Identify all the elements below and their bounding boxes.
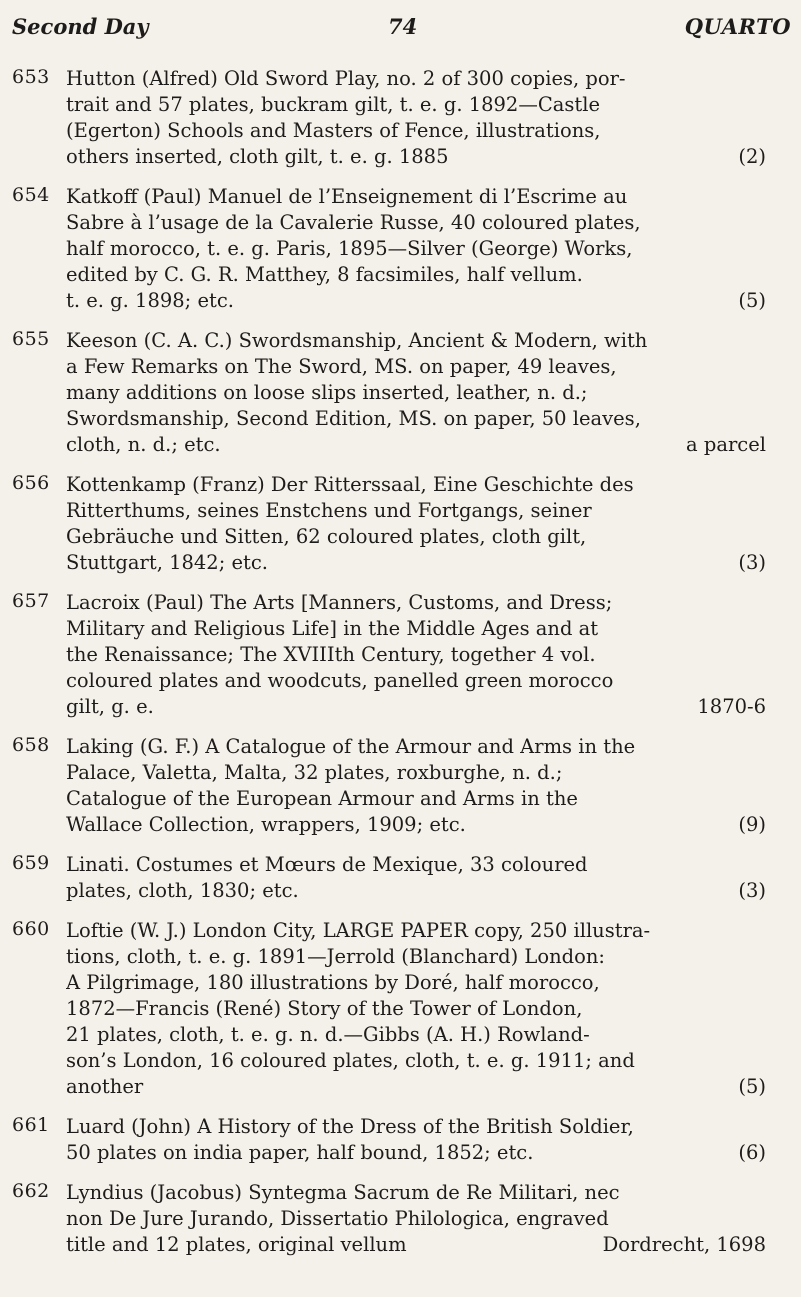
description-line: Sabre à l’usage de la Cavalerie Russe, 40 coloured plates, xyxy=(66,211,641,234)
lot-number: 657 xyxy=(12,590,50,612)
lot-entry xyxy=(0,590,801,720)
lot-quantity: (5) xyxy=(738,1075,766,1098)
description-line: 50 plates on india paper, half bound, 1852; etc. xyxy=(66,1141,534,1164)
description-line: Laking (G. F.) A Catalogue of the Armour and Arms in the xyxy=(66,735,636,758)
description-line: tions, cloth, t. e. g. 1891—Jerrold (Blanchard) London: xyxy=(66,945,605,968)
page-header xyxy=(12,14,791,48)
description-line: others inserted, cloth gilt, t. e. g. 1885 xyxy=(66,145,449,168)
description-line: Hutton (Alfred) Old Sword Play, no. 2 of 300 copies, por- xyxy=(66,67,626,90)
description-line: another xyxy=(66,1075,144,1098)
lot-quantity: a parcel xyxy=(686,433,766,456)
lot-entry xyxy=(0,328,801,458)
description-final-line xyxy=(66,432,766,458)
lot-quantity: (6) xyxy=(738,1141,766,1164)
lot-quantity: (3) xyxy=(738,879,766,902)
description-line: son’s London, 16 coloured plates, cloth, t. e. g. 1911; and xyxy=(66,1049,635,1072)
description-final-line xyxy=(66,694,766,720)
lot-description xyxy=(66,1114,766,1166)
description-line: A Pilgrimage, 180 illustrations by Doré, half morocco, xyxy=(66,971,600,994)
description-line: many additions on loose slips inserted, leather, n. d.; xyxy=(66,381,588,404)
lot-description xyxy=(66,472,766,576)
description-line: (Egerton) Schools and Masters of Fence, illustrations, xyxy=(66,119,601,142)
description-line: t. e. g. 1898; etc. xyxy=(66,289,234,312)
description-line: Catalogue of the European Armour and Arms in the xyxy=(66,787,578,810)
lot-number: 654 xyxy=(12,184,50,206)
lot-quantity: 1870-6 xyxy=(697,695,766,718)
description-line: Lacroix (Paul) The Arts [Manners, Customs, and Dress; xyxy=(66,591,613,614)
description-final-line xyxy=(66,1074,766,1100)
lot-number: 653 xyxy=(12,66,50,88)
lot-description xyxy=(66,328,766,458)
lot-quantity: Dordrecht, 1698 xyxy=(602,1233,766,1256)
description-line: a Few Remarks on The Sword, MS. on paper, 49 leaves, xyxy=(66,355,617,378)
description-line: cloth, n. d.; etc. xyxy=(66,433,221,456)
description-line: half morocco, t. e. g. Paris, 1895—Silver (George) Works, xyxy=(66,237,633,260)
lot-number: 660 xyxy=(12,918,50,940)
description-line: coloured plates and woodcuts, panelled green morocco xyxy=(66,669,614,692)
description-line: Katkoff (Paul) Manuel de l’Enseignement di l’Escrime au xyxy=(66,185,628,208)
lot-entry xyxy=(0,472,801,576)
description-line: Ritterthums, seines Enstchens und Fortgangs, seiner xyxy=(66,499,592,522)
description-line: Keeson (C. A. C.) Swordsmanship, Ancient & Modern, with xyxy=(66,329,648,352)
description-line: Gebräuche und Sitten, 62 coloured plates, cloth gilt, xyxy=(66,525,587,548)
lot-entry xyxy=(0,1114,801,1166)
lot-description xyxy=(66,734,766,838)
description-final-line xyxy=(66,878,766,904)
lot-quantity: (2) xyxy=(738,145,766,168)
lot-number: 659 xyxy=(12,852,50,874)
description-line: Palace, Valetta, Malta, 32 plates, roxburghe, n. d.; xyxy=(66,761,563,784)
lot-quantity: (9) xyxy=(738,813,766,836)
lot-description xyxy=(66,852,766,904)
description-final-line xyxy=(66,144,766,170)
description-line: 21 plates, cloth, t. e. g. n. d.—Gibbs (A. H.) Rowland- xyxy=(66,1023,590,1046)
lot-description xyxy=(66,184,766,314)
lot-entry xyxy=(0,918,801,1100)
lot-number: 655 xyxy=(12,328,50,350)
lot-entry xyxy=(0,852,801,904)
description-line: non De Jure Jurando, Dissertatio Philologica, engraved xyxy=(66,1207,609,1230)
description-line: gilt, g. e. xyxy=(66,695,154,718)
description-line: edited by C. G. R. Matthey, 8 facsimiles, half vellum. xyxy=(66,263,583,286)
lot-description xyxy=(66,590,766,720)
description-final-line xyxy=(66,1140,766,1166)
header-format: QUARTO xyxy=(684,14,791,39)
description-line: Luard (John) A History of the Dress of the British Soldier, xyxy=(66,1115,634,1138)
description-final-line xyxy=(66,1232,766,1258)
page-number: 74 xyxy=(388,14,418,39)
lot-entry xyxy=(0,1180,801,1258)
lot-quantity: (3) xyxy=(738,551,766,574)
description-line: Lyndius (Jacobus) Syntegma Sacrum de Re Militari, nec xyxy=(66,1181,620,1204)
header-section-title: Second Day xyxy=(12,14,149,39)
description-line: Linati. Costumes et Mœurs de Mexique, 33 coloured xyxy=(66,853,588,876)
description-final-line xyxy=(66,550,766,576)
lot-entry xyxy=(0,184,801,314)
description-line: the Renaissance; The XVIIIth Century, together 4 vol. xyxy=(66,643,596,666)
description-line: 1872—Francis (René) Story of the Tower of London, xyxy=(66,997,583,1020)
lot-number: 661 xyxy=(12,1114,50,1136)
description-line: trait and 57 plates, buckram gilt, t. e. g. 1892—Castle xyxy=(66,93,601,116)
description-line: Wallace Collection, wrappers, 1909; etc. xyxy=(66,813,466,836)
lot-description xyxy=(66,918,766,1100)
description-line: Stuttgart, 1842; etc. xyxy=(66,551,268,574)
description-line: Swordsmanship, Second Edition, MS. on paper, 50 leaves, xyxy=(66,407,641,430)
description-final-line xyxy=(66,812,766,838)
lot-number: 656 xyxy=(12,472,50,494)
description-line: title and 12 plates, original vellum xyxy=(66,1233,407,1256)
lot-entry xyxy=(0,734,801,838)
lot-description xyxy=(66,66,766,170)
lot-description xyxy=(66,1180,766,1258)
description-line: Military and Religious Life] in the Middle Ages and at xyxy=(66,617,599,640)
description-line: Kottenkamp (Franz) Der Ritterssaal, Eine Geschichte des xyxy=(66,473,634,496)
lot-entry xyxy=(0,66,801,170)
lot-list xyxy=(0,66,801,1272)
description-line: Loftie (W. J.) London City, LARGE PAPER copy, 250 illustra- xyxy=(66,919,651,942)
description-line: plates, cloth, 1830; etc. xyxy=(66,879,299,902)
lot-number: 658 xyxy=(12,734,50,756)
lot-number: 662 xyxy=(12,1180,50,1202)
lot-quantity: (5) xyxy=(738,289,766,312)
description-final-line xyxy=(66,288,766,314)
